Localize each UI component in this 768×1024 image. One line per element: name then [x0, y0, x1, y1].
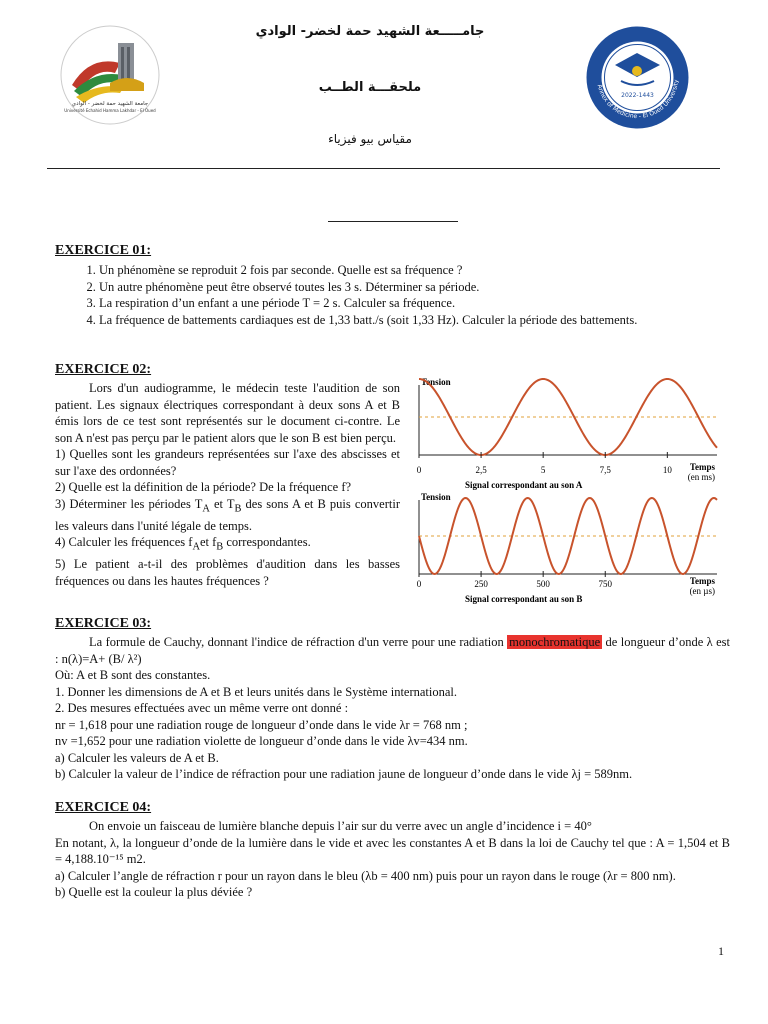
x-tick-label: 0 — [416, 579, 422, 589]
x-axis-label: Temps — [689, 576, 715, 586]
list-item: 4. La fréquence de battements cardiaques est de 1,33 batt./s (soit 1,33 Hz). Calculer la période des battements. — [99, 312, 730, 329]
x-tick-label: 250 — [474, 579, 488, 589]
ex2-q2: 2) Quelle est la définition de la période? De la fréquence f? — [55, 480, 352, 494]
ex4-line2: En notant, λ, la longueur d’onde de la lumière dans le vide et avec les constantes A et B dans la loi de Cauchy tel que : A = 1,504 et B = 4,188.10⁻¹⁵ m2. — [55, 835, 730, 866]
seal-years: 2022-1443 — [621, 92, 654, 99]
x-tick-label: 500 — [536, 579, 550, 589]
ex2-body — [55, 380, 400, 589]
ex3-line6: nv =1,652 pour une radiation violette de longueur d’onde dans le vide λv=434 nm. — [55, 734, 468, 748]
list-item: 3. La respiration d’un enfant a une période T = 2 s. Calculer sa fréquence. — [99, 295, 730, 312]
ex2-q4-b: et f — [199, 535, 217, 549]
ex3-line8: b) Calculer la valeur de l’indice de réfraction pour une radiation jaune de longueur d’onde dans le vide λj = 589nm. — [55, 767, 633, 781]
annex-name: ملحقـــة الطــب — [318, 80, 422, 95]
ex2-q4-c: correspondantes. — [223, 535, 311, 549]
university-logo — [60, 25, 160, 125]
x-tick-label: 0 — [416, 465, 422, 475]
ex2-q3-c: des sons A et B puis convertir les valeurs dans l'unité légale de temps. — [55, 496, 400, 533]
university-name: جامـــــعة الشهيد حمة لخضر- الوادي — [255, 24, 485, 39]
ex2-q4 — [55, 534, 400, 556]
sub-b: B — [234, 503, 242, 514]
ex1-title: EXERCICE 01: — [55, 243, 152, 258]
ex3-line1 — [55, 634, 730, 667]
ex4-line4: b) Quelle est la couleur la plus déviée ? — [55, 885, 253, 899]
chart-title: Signal correspondant au son B — [465, 594, 583, 604]
ex2-q3 — [55, 496, 400, 535]
ex2-q5: 5) Le patient a-t-il des problèmes d'audition dans les basses fréquences ou dans les hautes fréquences ? — [55, 557, 400, 588]
x-tick-label: 5 — [540, 465, 546, 475]
ex4-title: EXERCICE 04: — [55, 800, 152, 815]
ex2-q3-b: et T — [209, 496, 235, 511]
ex2-q3-a: 3) Déterminer les périodes T — [55, 496, 203, 511]
sub-b: B — [216, 541, 224, 553]
ex2-intro: Lors d'un audiogramme, le médecin teste l'audition de son patient. Les signaux électriques correspondant à deux sons A et B émis lors de ce test sont représentés sur le document ci-contre. Le son A n'est pas perçu par le patient alors que le son B est bien perçu. — [55, 381, 400, 445]
seal-ring-text: Annex of Medicine - El Oued University — [595, 79, 680, 121]
y-axis-label: Tension — [421, 377, 451, 387]
ex3-line3: 1. Donner les dimensions de A et B et leurs unités dans le Système international. — [55, 684, 458, 699]
title-underline — [328, 221, 458, 222]
ex2-q1: 1) Quelles sont les grandeurs représentées sur l'axe des abscisses et sur l'axe des ordonnées? — [55, 447, 400, 478]
ex4-body — [55, 818, 730, 901]
ex2-q4-a: 4) Calculer les fréquences f — [55, 535, 193, 549]
logo-caption-ar: جامعة الشهيد حمة لخضر - الوادي — [71, 101, 149, 107]
sub-a: A — [202, 503, 210, 514]
ex3-body — [55, 634, 730, 783]
y-axis-label: Tension — [421, 492, 451, 502]
ex3-line7: a) Calculer les valeurs de A et B. — [55, 750, 219, 765]
x-tick-label: 7,5 — [599, 465, 611, 475]
ex2-title: EXERCICE 02: — [55, 362, 152, 377]
x-tick-label: 750 — [598, 579, 612, 589]
x-axis-label: Temps — [689, 462, 715, 472]
header — [0, 0, 768, 170]
highlighted-word: monochromatique — [509, 635, 601, 649]
x-axis-unit: (en µs) — [689, 586, 715, 596]
list-item: 1. Un phénomène se reproduit 2 fois par seconde. Quelle est sa fréquence ? — [99, 262, 730, 279]
ex3-line1-b: de longueur d’onde λ est : n(λ)=A+ (B/ λ²) — [55, 635, 730, 666]
logo-caption-fr: Université Echahid Hamma Lakhdar - El Oued — [64, 108, 156, 113]
ex3-line5: nr = 1,618 pour une radiation rouge de longueur d’onde dans le vide λr = 768 nm ; — [55, 717, 468, 732]
ex4-line3: a) Calculer l’angle de réfraction r pour un rayon dans le bleu (λb = 400 nm) puis pour un rayon dans le rouge (λr = 800 nm). — [55, 868, 676, 883]
page-number: 1 — [718, 944, 724, 958]
x-axis-unit: (en ms) — [687, 472, 715, 482]
chart-title: Signal correspondant au son A — [465, 480, 583, 490]
header-divider — [47, 168, 720, 169]
ex3-line2: Où: A et B sont des constantes. — [55, 668, 211, 682]
course-name: مقياس بيو فيزياء — [328, 132, 412, 146]
faculty-seal — [585, 25, 690, 130]
x-tick-label: 2,5 — [475, 465, 487, 475]
sub-a: A — [192, 541, 200, 553]
list-item: 2. Un autre phénomène peut être observé toutes les 3 s. Déterminer sa période. — [99, 279, 730, 296]
ex3-line1-a: La formule de Cauchy, donnant l'indice de réfraction d'un verre pour une radiation — [89, 635, 508, 649]
signal-charts — [405, 373, 735, 608]
ex3-title: EXERCICE 03: — [55, 616, 152, 631]
x-tick-label: 10 — [662, 465, 672, 475]
ex1-list — [55, 262, 730, 328]
ex3-line4: 2. Des mesures effectuées avec un même verre ont donné : — [55, 701, 349, 715]
ex4-line1: On envoie un faisceau de lumière blanche depuis l’air sur du verre avec un angle d’incidence i = 40° — [89, 819, 592, 833]
